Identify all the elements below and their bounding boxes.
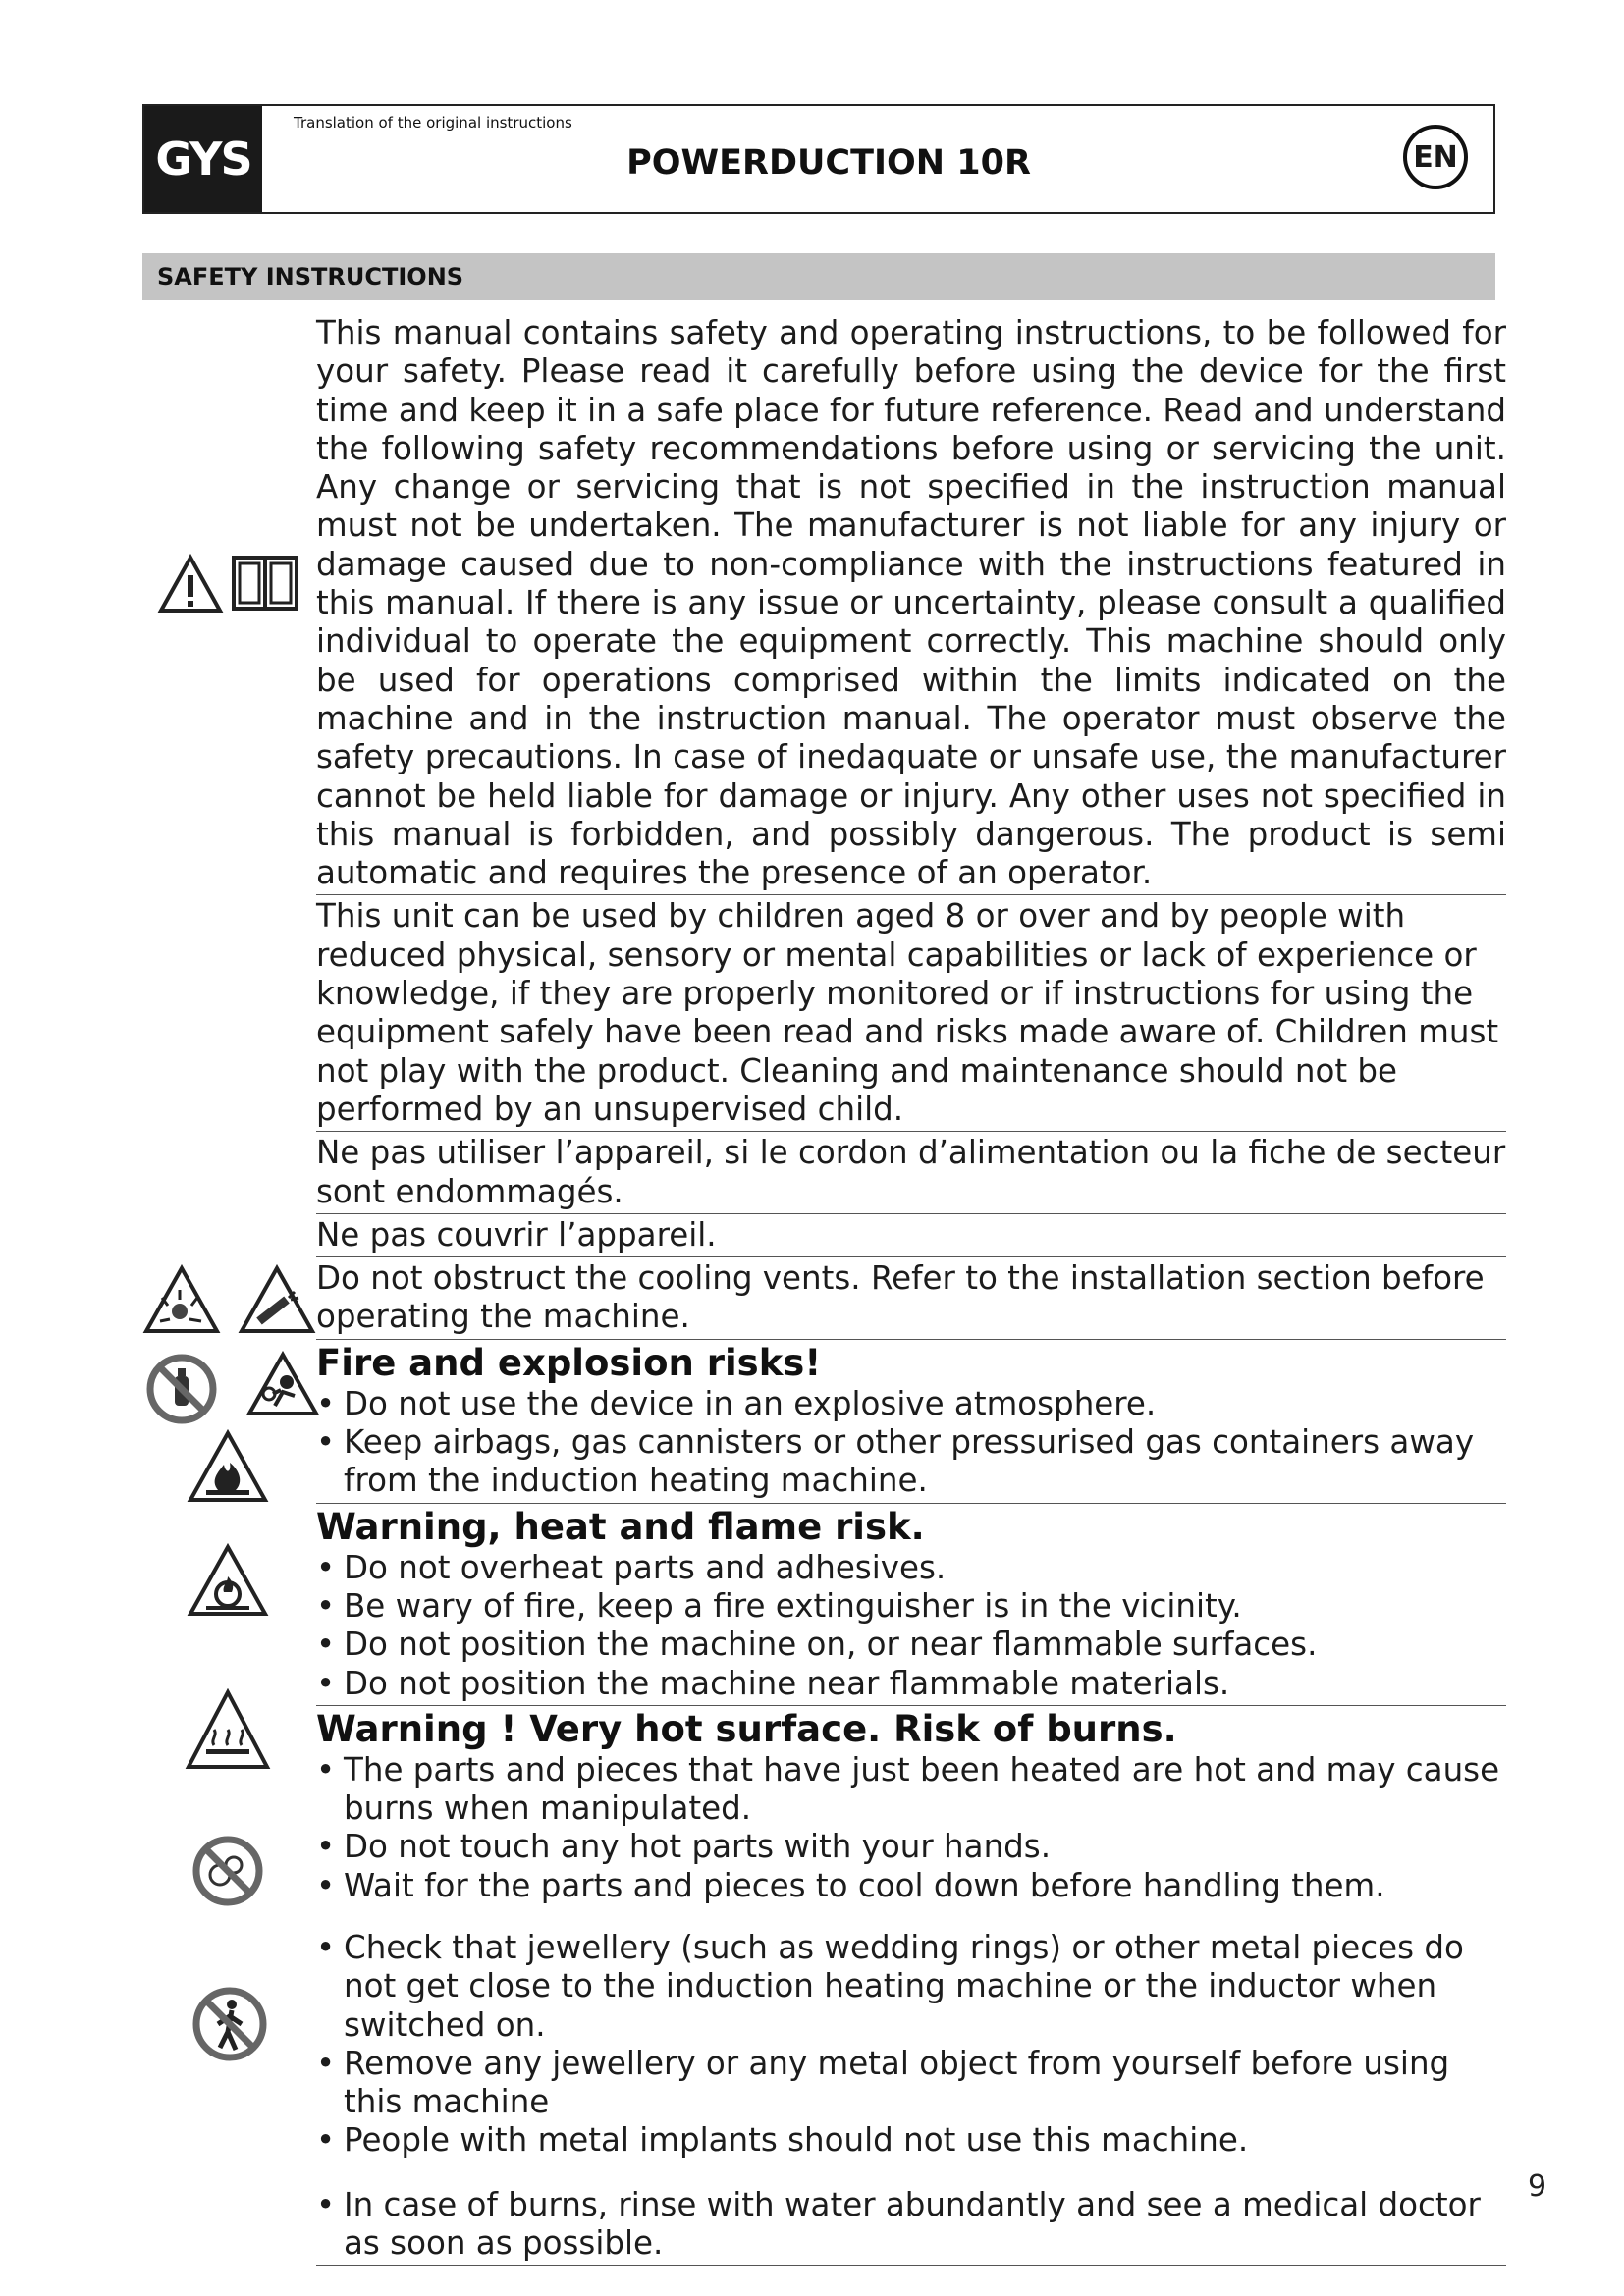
list-item: • Remove any jewellery or any metal object from yourself before using this machine (316, 2045, 1506, 2122)
document-header (142, 104, 1495, 214)
list-item: • People with metal implants should not use this machine. (316, 2121, 1506, 2160)
flame-warning-icon (187, 1429, 269, 1504)
children-paragraph: This unit can be used by children aged 8 or over and by people with reduced physical, sensory or mental capabilities or lack of experience or knowledge, if they are properly monitored or if instructions for using the equipment safely have been read and risks made aware of. Children must not play with the product. Cleaning and maintenance should not be performed by an unsupervised child. (316, 895, 1506, 1132)
language-badge: EN (1403, 125, 1468, 189)
document-title: POWERDUCTION 10R (626, 143, 1031, 183)
intro-paragraph: This manual contains safety and operating instructions, to be followed for your safety. Please read it carefully before using the device for the first time and keep it in a safe place for future reference. Read and understand the following safety recommendations before using or servicing the unit. Any change or servicing that is not specified in the instruction manual must not be undertaken. The manufacturer is not liable for any injury or damage caused due to non-compliance with the instructions featured in this manual. If there is any issue or uncertainty, please consult a qualified individual to operate the equipment correctly. This machine should only be used for operations comprised within the limits indicated on the machine and in the instruction manual. The operator must observe the safety precautions. In case of inedaquate or unsafe use, the manufacturer cannot be held liable for damage or injury. Any other uses not specified in this manual is forbidden, and possibly dangerous. The product is semi automatic and requires the presence of an operator. (316, 314, 1506, 895)
manual-book-icon (230, 552, 300, 614)
list-item: • Wait for the parts and pieces to cool down before handling them. (316, 1867, 1506, 1905)
list-item: • Keep airbags, gas cannisters or other pressurised gas containers away from the induction heating machine. (316, 1423, 1506, 1501)
logo-text: GYS (155, 133, 251, 186)
safety-content (316, 314, 1506, 2266)
section-title-bar (142, 253, 1495, 300)
airbag-warning-icon (245, 1351, 320, 1417)
list-item: • Do not touch any hot parts with your hands. (316, 1828, 1506, 1866)
list-item: • Do not position the machine near flammable materials. (316, 1665, 1506, 1703)
flammable-material-icon (187, 1543, 269, 1618)
no-jewellery-icon (190, 1834, 265, 1908)
list-item: • In case of burns, rinse with water abundantly and see a medical doctor as soon as possible. (316, 2186, 1506, 2264)
list-item: • Be wary of fire, keep a fire extinguisher is in the vicinity. (316, 1587, 1506, 1626)
do-not-cover-warning: Ne pas couvrir l’appareil. (316, 1214, 1506, 1257)
translation-note: Translation of the original instructions (294, 114, 572, 132)
list-item: • Do not position the machine on, or near flammable surfaces. (316, 1626, 1506, 1664)
power-cord-warning: Ne pas utiliser l’appareil, si le cordon d’alimentation ou la fiche de secteur sont endommagés. (316, 1132, 1506, 1214)
list-item: • Do not overheat parts and adhesives. (316, 1549, 1506, 1587)
heat-flame-section (316, 1504, 1506, 1706)
list-item: • Check that jewellery (such as wedding rings) or other metal pieces do not get close to the induction heating machine or the inductor when switched on. (316, 1929, 1506, 2045)
warning-triangle-icon (157, 554, 224, 614)
heat-flame-heading: Warning, heat and flame risk. (316, 1505, 925, 1548)
no-gas-cannister-icon (145, 1353, 218, 1425)
fire-explosion-heading: Fire and explosion risks! (316, 1341, 822, 1384)
list-item: • The parts and pieces that have just been heated are hot and may cause burns when manipulated. (316, 1751, 1506, 1829)
hot-surface-heading: Warning ! Very hot surface. Risk of burns. (316, 1707, 1177, 1750)
hot-surface-icon (185, 1688, 271, 1771)
page-number: 9 (1528, 2169, 1547, 2204)
section-title: SAFETY INSTRUCTIONS (157, 263, 464, 291)
fire-explosion-section (316, 1340, 1506, 1504)
hot-surface-section (316, 1706, 1506, 2267)
gas-cylinder-warning-icon (238, 1264, 316, 1335)
list-item: • Do not use the device in an explosive atmosphere. (316, 1385, 1506, 1423)
cooling-vents-warning: Do not obstruct the cooling vents. Refer to the installation section before operating the machine. (316, 1257, 1506, 1340)
explosive-material-icon (142, 1264, 221, 1335)
no-metal-implants-icon (190, 1985, 269, 2063)
